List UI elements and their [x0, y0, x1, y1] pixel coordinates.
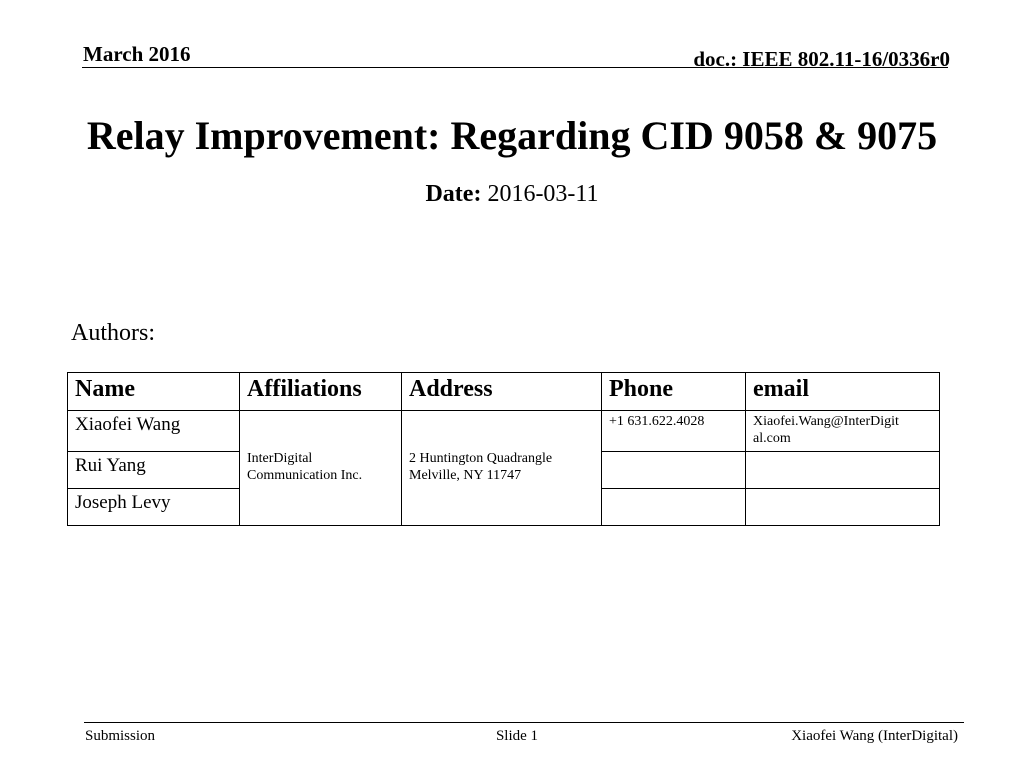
author-name: Joseph Levy [68, 489, 240, 526]
address-cell [402, 411, 602, 526]
header-affiliations: Affiliations [240, 373, 402, 411]
author-email [746, 411, 940, 452]
author-email [746, 452, 940, 489]
authors-table [67, 372, 940, 526]
footer-author: Xiaofei Wang (InterDigital) [791, 728, 958, 744]
header-date: March 2016 [83, 42, 191, 66]
header-address: Address [402, 373, 602, 411]
address-line1: 2 Huntington Quadrangle [409, 451, 553, 466]
slide-date [0, 181, 1024, 208]
slide-title: Relay Improvement: Regarding CID 9058 & 9075 [86, 113, 938, 158]
affiliation-cell [240, 411, 402, 526]
author-name: Xiaofei Wang [68, 411, 240, 452]
author-phone [602, 489, 746, 526]
author-email [746, 489, 940, 526]
author-name: Rui Yang [68, 452, 240, 489]
table-row [68, 411, 940, 452]
header-doc-id: doc.: IEEE 802.11-16/0336r0 [693, 47, 950, 71]
email-line1: Xiaofei.Wang@InterDigit [753, 414, 899, 429]
address-line2: Melville, NY 11747 [409, 468, 522, 483]
header-phone: Phone [602, 373, 746, 411]
author-phone: +1 631.622.4028 [602, 411, 746, 452]
affiliation-text: InterDigital Communication Inc. [247, 451, 363, 483]
email-line2: al.com [753, 431, 791, 446]
authors-label: Authors: [71, 320, 155, 346]
table-header-row [68, 373, 940, 411]
footer-slide-number: Slide 1 [495, 728, 539, 744]
header-name: Name [68, 373, 240, 411]
date-label: Date: [425, 181, 482, 207]
header-divider [82, 67, 948, 68]
date-value: 2016-03-11 [487, 181, 599, 207]
footer-submission: Submission [85, 728, 156, 744]
footer-divider [84, 722, 964, 723]
header-email: email [746, 373, 940, 411]
author-phone [602, 452, 746, 489]
